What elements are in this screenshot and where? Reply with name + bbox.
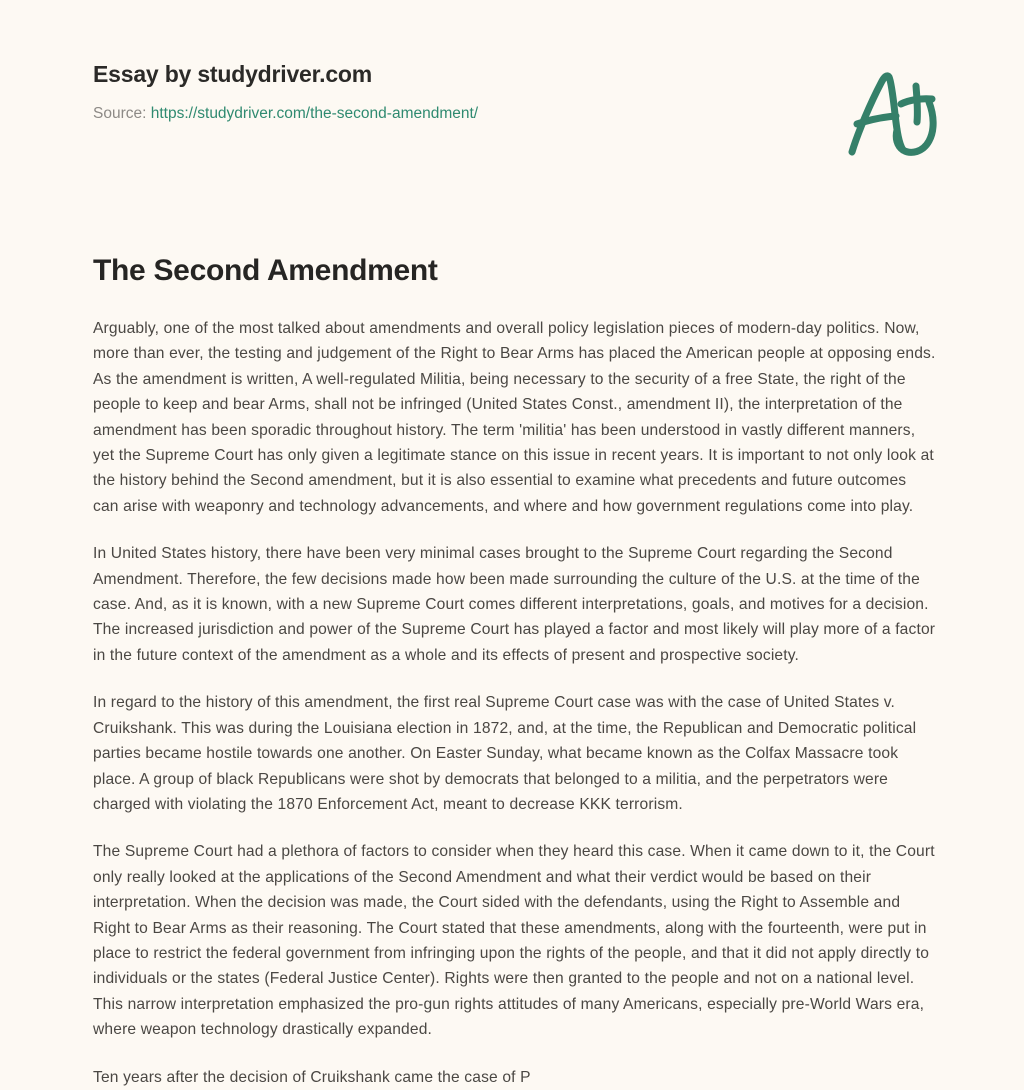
article-paragraph: The Supreme Court had a plethora of factors to consider when they heard this case. When it came down to it, the Court only really looked at the applications of the Second Amendment and what their verdict would be based on their interpretation. When the decision was made, the Court sided with the defendants, using the Right to Assemble and Right to Bear Arms as their reasoning. The Court stated that these amendments, along with the fourteenth, were put in place to restrict the federal government from infringing upon the rights of the people, and that it did not apply directly to individuals or the states (Federal Justice Center). Rights were then granted to the people and not on a national level. This narrow interpretation emphasized the pro-gun rights attitudes of many Americans, especially pre-World Wars era, where weapon technology drastically expanded. [93,843,935,1039]
source-url-link[interactable]: https://studydriver.com/the-second-amendment/ [150,105,479,122]
page-header [93,58,944,124]
article-paragraph: Arguably, one of the most talked about amendments and overall policy legislation pieces of modern-day politics. Now, more than ever, the testing and judgement of the Right to Bear Arms has placed the American people at opposing ends. As the amendment is written, A well-regulated Militia, being necessary to the security of a free State, the right of the people to keep and bear Arms, shall not be infringed (United States Const., amendment II), the interpretation of the amendment has been sporadic throughout history. The term 'militia' has been understood in vastly different manners, yet the Supreme Court has only given a legitimate stance on this issue in recent years. It is important to not only look at the history behind the Second amendment, but it is also essential to examine what precedents and future outcomes can arise with weaponry and technology advancements, and where and how government regulations come into play. [93,320,936,515]
a-plus-logo-icon [841,66,945,162]
article-body [93,252,936,1090]
brand-title: Essay by studydriver.com [93,61,373,87]
source-line [93,104,944,124]
page-title: The Second Amendment [93,254,438,287]
article-paragraph: In regard to the history of this amendment, the first real Supreme Court case was with the case of United States v. Cruikshank. This was during the Louisiana election in 1872, and, at the time, the Republican and Democratic political parties became hostile towards one another. On Easter Sunday, what became known as the Colfax Massacre took place. A group of black Republicans were shot by democrats that belonged to a militia, and the perpetrators were charged with violating the 1870 Enforcement Act, meant to decrease KKK terrorism. [93,694,917,813]
article-paragraph: Ten years after the decision of Cruikshank came the case of P [93,1068,531,1086]
article-paragraph: In United States history, there have been very minimal cases brought to the Supreme Court regarding the Second Amendment. Therefore, the few decisions made how been made surrounding the culture of the U.S. at the time of the case. And, as it is known, with a new Supreme Court comes different interpretations, goals, and motives for a decision. The increased jurisdiction and power of the Supreme Court has played a factor and most likely will play more of a factor in the future context of the amendment as a whole and its effects of present and prospective society. [93,545,936,664]
source-label: Source: [93,105,147,122]
